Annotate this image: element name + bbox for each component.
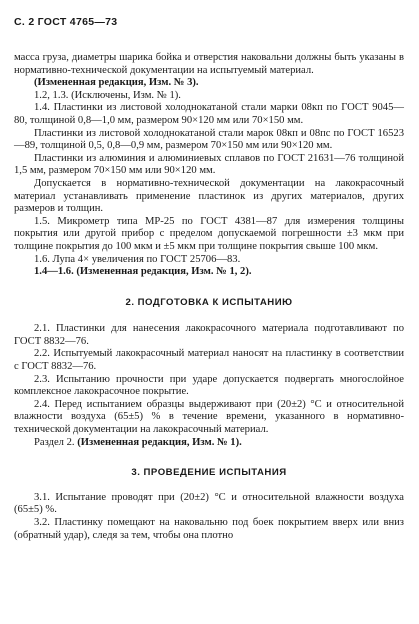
- page-body: [14, 52, 404, 542]
- paragraph-2-3: 2.3. Испытанию прочности при ударе допускается подвергать многослойное комплексное лакокрасочное покрытие.: [14, 373, 404, 398]
- paragraph-1-4-other: Допускается в нормативно-технической документации на лакокрасочный материал устанавливать применение пластинок из других материалов, других размеров и толщин.: [14, 177, 404, 215]
- paragraph-3-1: 3.1. Испытание проводят при (20±2) °С и относительной влажности воздуха (65±5) %.: [14, 491, 404, 516]
- paragraph-1-4-steel: Пластинки из листовой холоднокатаной стали марок 08кп и 08пс по ГОСТ 16523—89, толщиной 0,5, 0,8—0,9 мм, размером 70×150 мм или 90×120 мм.: [14, 127, 404, 152]
- paragraph-1-2-1-3: 1.2, 1.3. (Исключены, Изм. № 1).: [34, 89, 181, 101]
- section-title-3: 3. ПРОВЕДЕНИЕ ИСПЫТАНИЯ: [131, 467, 287, 479]
- paragraph-3-2: 3.2. Пластинку помещают на наковальню под боек покрытием вверх или вниз (обратный удар), следя за тем, чтобы она плотно: [14, 517, 404, 541]
- section-2-edit-label: (Измененная редакция, Изм. № 1).: [77, 436, 242, 448]
- paragraph-1-5: 1.5. Микрометр типа МР-25 по ГОСТ 4381—87 для измерения толщины покрытия или другой прибор с пределом допускаемой погрешности ±3 мкм при толщине покрытия до 100 мкм и ±5 мкм при толщине покрытия свыше 100 мкм.: [14, 215, 404, 252]
- paragraph-1-4-aluminium: Пластинки из алюминия и алюминиевых сплавов по ГОСТ 21631—76 толщиной 1,5 мм, размером 70×150 мм или 90×120 мм.: [14, 152, 404, 177]
- section-2-edit-prefix: Раздел 2.: [34, 436, 75, 448]
- paragraph-intro: масса груза, диаметры шарика бойка и отверстия наковальни должны быть указаны в нормативно-технической документации на испытуемый материал.: [14, 52, 404, 76]
- section-2-edit-note: [14, 437, 404, 450]
- edit-note-3: (Измененная редакция, Изм. № 3).: [34, 77, 199, 89]
- paragraph-1-4: 1.4. Пластинки из листовой холоднокатаной стали марки 08кп по ГОСТ 9045—80, толщиной 0,8—1,0 мм, размером 90×120 мм или 70×150 мм.: [14, 102, 404, 126]
- paragraph-2-1: 2.1. Пластинки для нанесения лакокрасочного материала подготавливают по ГОСТ 8832—76.: [14, 323, 404, 347]
- paragraph-2-2: 2.2. Испытуемый лакокрасочный материал наносят на пластинку в соответствии с ГОСТ 8832—76.: [14, 348, 404, 373]
- section-title-2: 2. ПОДГОТОВКА К ИСПЫТАНИЮ: [125, 296, 293, 308]
- paragraph-2-4: 2.4. Перед испытанием образцы выдерживают при (20±2) °С и относительной влажности воздуха (65±5) % в течение времени, указанного в нормативно-технической документации на лакокрасочный материал.: [14, 398, 404, 436]
- edit-note-1-4-1-6: 1.4—1.6. (Измененная редакция, Изм. № 1, 2).: [34, 266, 252, 278]
- paragraph-1-6: 1.6. Лупа 4× увеличения по ГОСТ 25706—83.: [34, 253, 241, 265]
- page-header: С. 2 ГОСТ 4765—73: [14, 16, 118, 28]
